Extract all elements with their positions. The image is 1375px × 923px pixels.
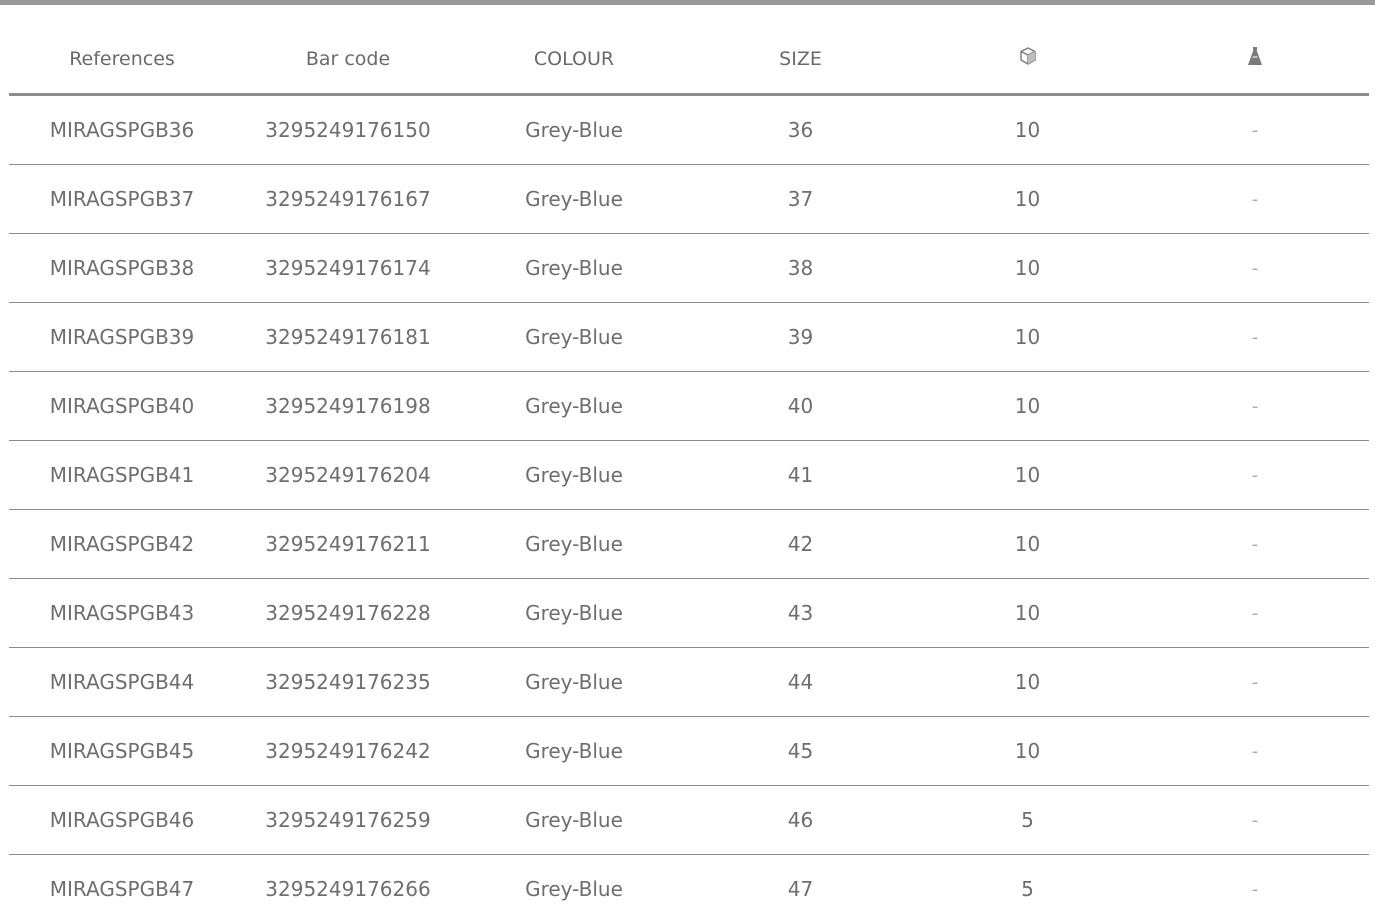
cell-box-quantity: 10 <box>914 234 1141 303</box>
cell-bag-quantity: - <box>1141 579 1369 648</box>
cell-size: 41 <box>687 441 914 510</box>
cell-bar-code: 3295249176211 <box>235 510 461 579</box>
cell-colour: Grey-Blue <box>461 165 687 234</box>
table-row <box>9 510 1369 579</box>
cell-bag-quantity: - <box>1141 510 1369 579</box>
cell-bar-code: 3295249176259 <box>235 786 461 855</box>
cell-bag-quantity: - <box>1141 95 1369 165</box>
header-bar-code: Bar code <box>235 24 461 95</box>
cell-size: 45 <box>687 717 914 786</box>
cell-box-quantity: 5 <box>914 786 1141 855</box>
table-body <box>9 95 1369 923</box>
cell-colour: Grey-Blue <box>461 579 687 648</box>
cell-bar-code: 3295249176150 <box>235 95 461 165</box>
box-icon <box>1018 46 1038 71</box>
cell-bag-quantity: - <box>1141 165 1369 234</box>
cell-box-quantity: 10 <box>914 717 1141 786</box>
cell-bag-quantity: - <box>1141 855 1369 923</box>
cell-bag-quantity: - <box>1141 648 1369 717</box>
table-row <box>9 855 1369 923</box>
cell-colour: Grey-Blue <box>461 648 687 717</box>
cell-box-quantity: 5 <box>914 855 1141 923</box>
cell-reference: MIRAGSPGB39 <box>9 303 235 372</box>
cell-box-quantity: 10 <box>914 303 1141 372</box>
header-box-quantity <box>914 24 1141 95</box>
cell-size: 46 <box>687 786 914 855</box>
cell-size: 47 <box>687 855 914 923</box>
header-row <box>9 24 1369 95</box>
table-row <box>9 648 1369 717</box>
cell-reference: MIRAGSPGB42 <box>9 510 235 579</box>
cell-reference: MIRAGSPGB43 <box>9 579 235 648</box>
cell-size: 37 <box>687 165 914 234</box>
table-row <box>9 372 1369 441</box>
table-row <box>9 579 1369 648</box>
cell-size: 43 <box>687 579 914 648</box>
header-colour: COLOUR <box>461 24 687 95</box>
cell-bar-code: 3295249176181 <box>235 303 461 372</box>
cell-bar-code: 3295249176242 <box>235 717 461 786</box>
cell-size: 38 <box>687 234 914 303</box>
cell-reference: MIRAGSPGB36 <box>9 95 235 165</box>
cell-box-quantity: 10 <box>914 95 1141 165</box>
table-row <box>9 95 1369 165</box>
cell-bar-code: 3295249176167 <box>235 165 461 234</box>
cell-size: 40 <box>687 372 914 441</box>
table-row <box>9 234 1369 303</box>
header-size: SIZE <box>687 24 914 95</box>
cell-box-quantity: 10 <box>914 372 1141 441</box>
cell-colour: Grey-Blue <box>461 441 687 510</box>
cell-reference: MIRAGSPGB41 <box>9 441 235 510</box>
cell-colour: Grey-Blue <box>461 510 687 579</box>
cell-colour: Grey-Blue <box>461 855 687 923</box>
cell-bag-quantity: - <box>1141 441 1369 510</box>
cell-bag-quantity: - <box>1141 303 1369 372</box>
table-row <box>9 717 1369 786</box>
cell-box-quantity: 10 <box>914 165 1141 234</box>
cell-box-quantity: 10 <box>914 441 1141 510</box>
cell-reference: MIRAGSPGB38 <box>9 234 235 303</box>
cell-box-quantity: 10 <box>914 648 1141 717</box>
cell-box-quantity: 10 <box>914 510 1141 579</box>
table-row <box>9 165 1369 234</box>
cell-bar-code: 3295249176228 <box>235 579 461 648</box>
cell-size: 36 <box>687 95 914 165</box>
product-references-table <box>9 24 1369 923</box>
cell-bag-quantity: - <box>1141 717 1369 786</box>
cell-size: 44 <box>687 648 914 717</box>
cell-bar-code: 3295249176174 <box>235 234 461 303</box>
table-row <box>9 786 1369 855</box>
top-bar <box>0 0 1375 5</box>
product-table-container <box>9 24 1369 923</box>
cell-bar-code: 3295249176266 <box>235 855 461 923</box>
cell-size: 39 <box>687 303 914 372</box>
table-row <box>9 441 1369 510</box>
cell-reference: MIRAGSPGB47 <box>9 855 235 923</box>
cell-reference: MIRAGSPGB40 <box>9 372 235 441</box>
cell-colour: Grey-Blue <box>461 717 687 786</box>
cell-bar-code: 3295249176235 <box>235 648 461 717</box>
cell-colour: Grey-Blue <box>461 786 687 855</box>
header-bag-quantity <box>1141 24 1369 95</box>
header-references: References <box>9 24 235 95</box>
bag-icon <box>1245 45 1265 72</box>
cell-reference: MIRAGSPGB45 <box>9 717 235 786</box>
cell-reference: MIRAGSPGB44 <box>9 648 235 717</box>
cell-size: 42 <box>687 510 914 579</box>
cell-colour: Grey-Blue <box>461 95 687 165</box>
cell-bag-quantity: - <box>1141 234 1369 303</box>
cell-colour: Grey-Blue <box>461 372 687 441</box>
cell-colour: Grey-Blue <box>461 303 687 372</box>
cell-bar-code: 3295249176198 <box>235 372 461 441</box>
cell-bag-quantity: - <box>1141 372 1369 441</box>
cell-bag-quantity: - <box>1141 786 1369 855</box>
cell-colour: Grey-Blue <box>461 234 687 303</box>
cell-box-quantity: 10 <box>914 579 1141 648</box>
cell-reference: MIRAGSPGB37 <box>9 165 235 234</box>
cell-bar-code: 3295249176204 <box>235 441 461 510</box>
table-header <box>9 24 1369 95</box>
cell-reference: MIRAGSPGB46 <box>9 786 235 855</box>
table-row <box>9 303 1369 372</box>
